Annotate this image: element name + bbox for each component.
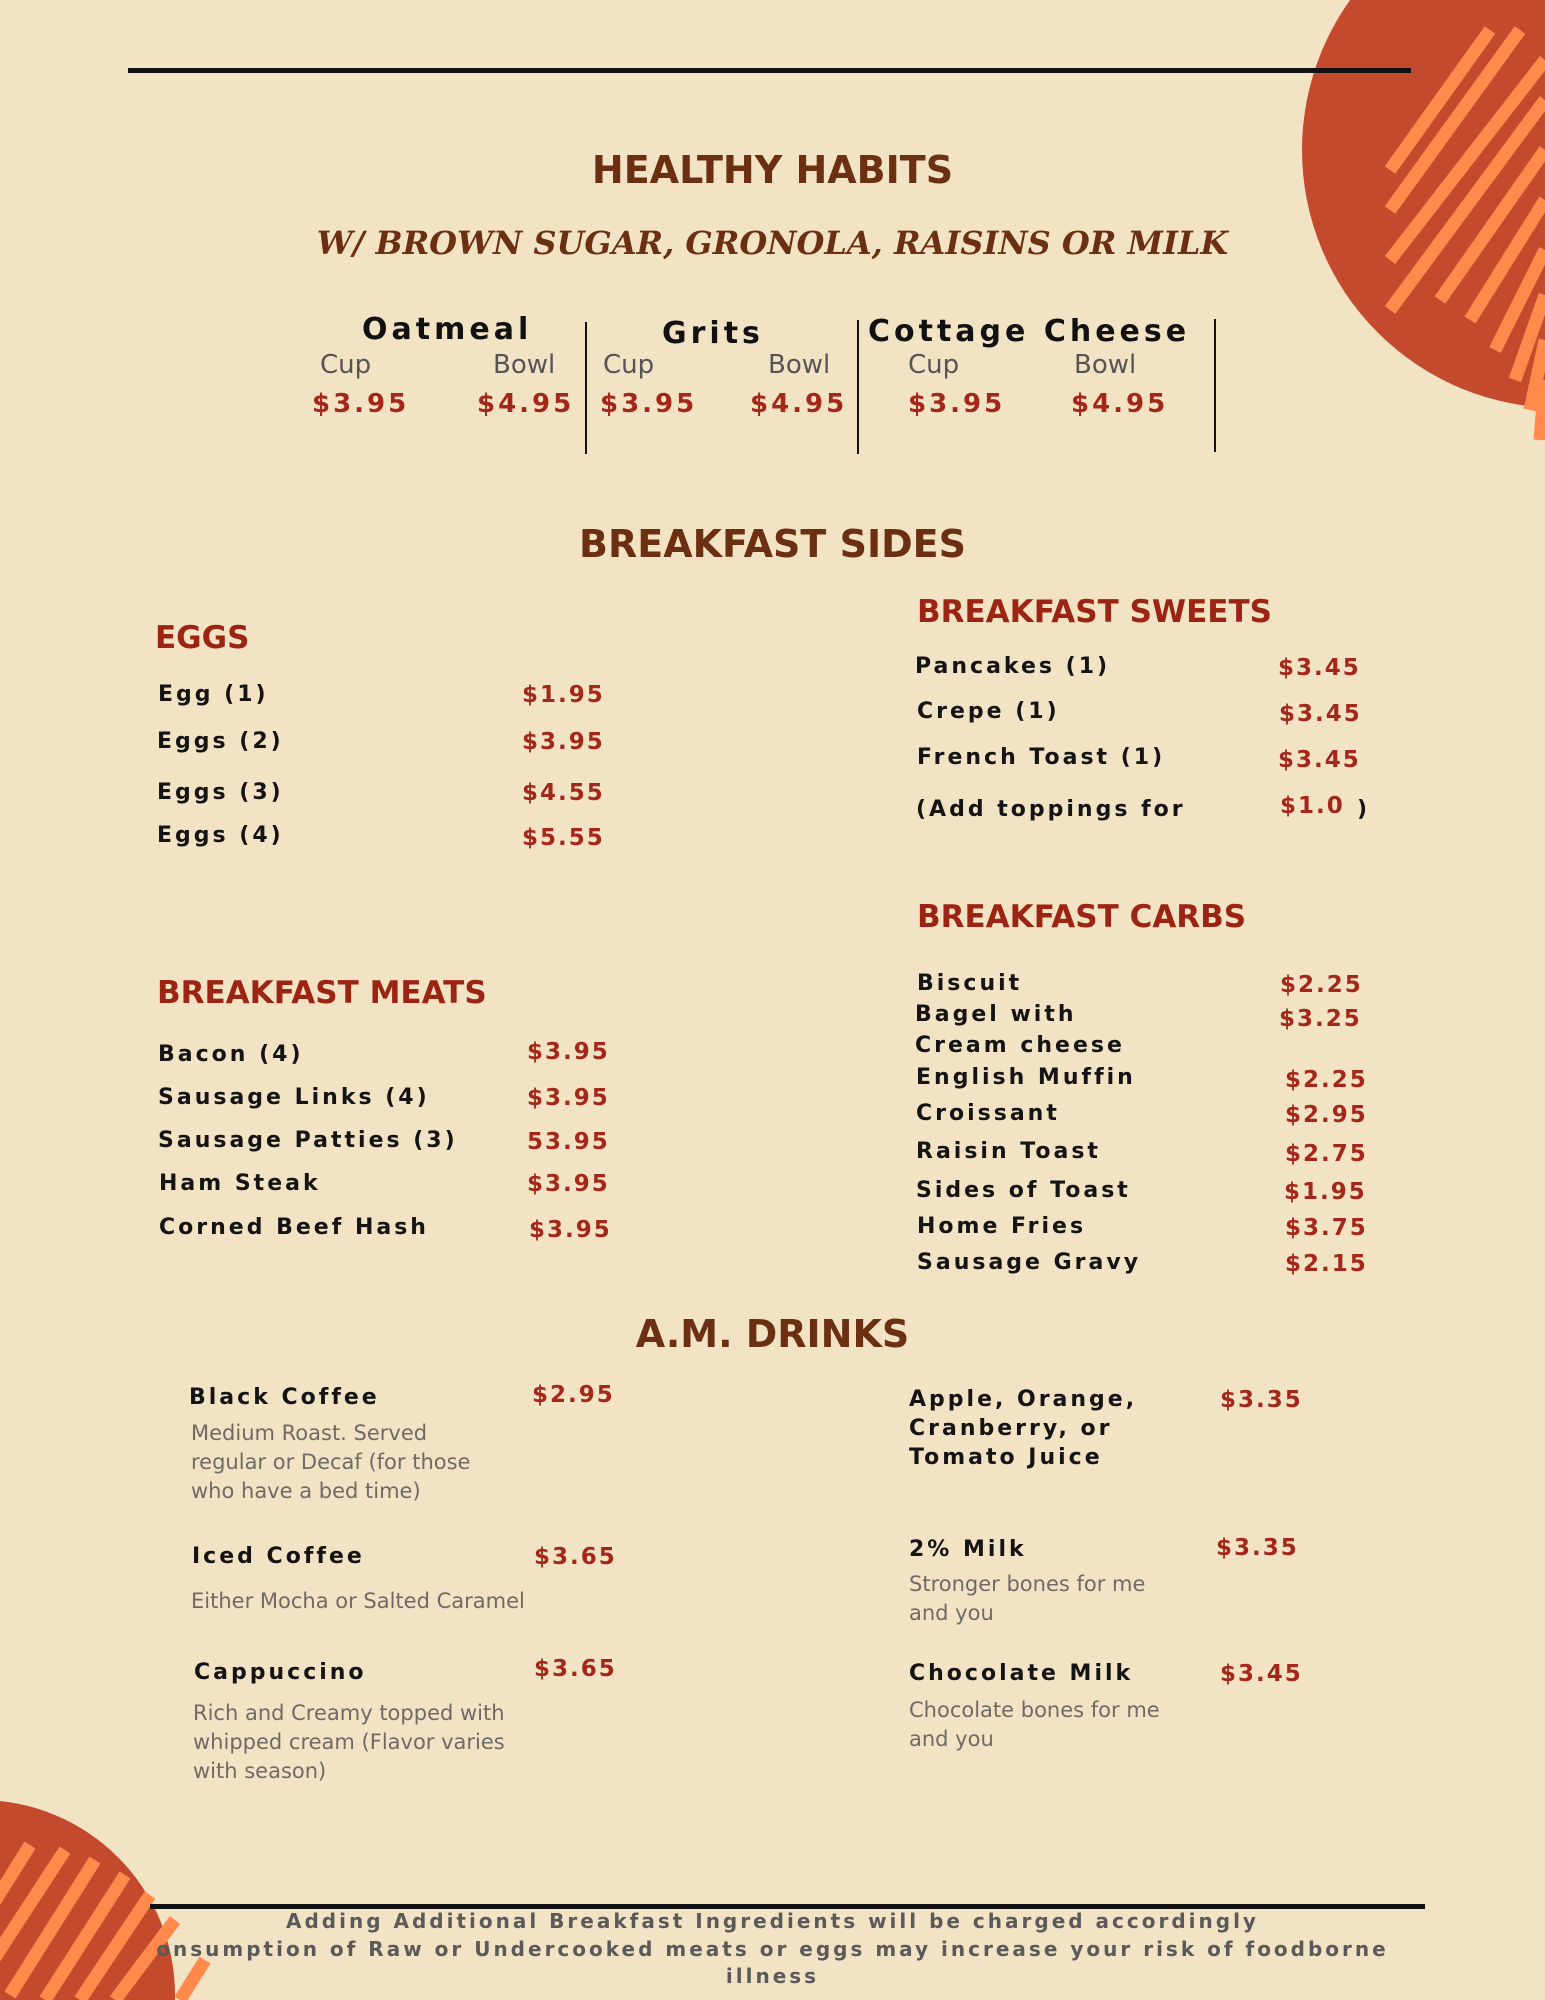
drink-name: Iced Coffee <box>192 1544 365 1569</box>
healthy-habits-subtitle: W/ BROWN SUGAR, GRONOLA, RAISINS OR MILK <box>316 224 1229 262</box>
drink-price: $3.35 <box>1216 1535 1299 1561</box>
drink-description: Stronger bones for me and you <box>909 1572 1146 1625</box>
menu-item-name: Biscuit <box>917 971 1023 996</box>
cottage-cheese-bowl-price: $4.95 <box>1071 389 1169 419</box>
cottage-cheese-cup-price: $3.95 <box>908 389 1006 419</box>
menu-item-name: French Toast (1) <box>917 745 1166 770</box>
menu-item-price: $3.95 <box>522 729 605 755</box>
drink-description: Chocolate bones for me and you <box>909 1698 1160 1751</box>
menu-item-name: Sausage Gravy <box>917 1250 1142 1275</box>
drink-name: 2% Milk <box>909 1537 1027 1562</box>
grits-cup-price: $3.95 <box>600 389 698 419</box>
menu-item-name: Sausage Links (4) <box>158 1085 430 1110</box>
menu-item-name: Crepe (1) <box>917 699 1060 724</box>
grits-cup-label: Cup <box>603 350 655 380</box>
oatmeal-heading: Oatmeal <box>362 312 533 347</box>
grits-bowl-price: $4.95 <box>750 389 848 419</box>
menu-item-price: $1.95 <box>522 682 605 708</box>
menu-item-price: $1.0 <box>1280 793 1345 819</box>
column-divider <box>857 320 859 454</box>
menu-item-name: Eggs (4) <box>157 823 284 848</box>
breakfast-sides-title: BREAKFAST SIDES <box>579 522 966 566</box>
menu-item-name: Croissant <box>916 1101 1060 1126</box>
menu-item-name: Ham Steak <box>159 1171 321 1196</box>
drink-description: Medium Roast. Served regular or Decaf (for those who have a bed time) <box>191 1421 471 1503</box>
healthy-habits-title: HEALTHY HABITS <box>591 148 954 192</box>
menu-item-price: $3.75 <box>1285 1215 1368 1241</box>
menu-item-price: $2.25 <box>1285 1067 1368 1093</box>
menu-item-price: $3.95 <box>529 1217 612 1243</box>
footer-notice-line-2: onsumption of Raw or Undercooked meats or eggs may increase your risk of foodborne <box>156 1937 1389 1961</box>
menu-item-price: $4.55 <box>522 780 605 806</box>
menu-item-name: Eggs (3) <box>157 780 284 805</box>
menu-item-name: Raisin Toast <box>916 1139 1101 1164</box>
oatmeal-bowl-label: Bowl <box>493 350 556 380</box>
menu-item-name: Sausage Patties (3) <box>158 1128 458 1153</box>
menu-item-name: Corned Beef Hash <box>159 1215 429 1240</box>
oatmeal-cup-label: Cup <box>320 350 372 380</box>
cottage-cheese-heading: Cottage Cheese <box>868 314 1191 349</box>
grits-heading: Grits <box>662 316 764 351</box>
sweets-heading: BREAKFAST SWEETS <box>917 594 1272 630</box>
menu-item-name: Bagel with <box>915 1002 1077 1027</box>
cottage-cheese-bowl-label: Bowl <box>1074 350 1137 380</box>
drink-price: $3.35 <box>1220 1387 1303 1413</box>
drink-price: $3.45 <box>1220 1661 1303 1687</box>
menu-item-price: $3.45 <box>1278 747 1361 773</box>
eggs-heading: EGGS <box>155 620 250 656</box>
menu-item-price: $2.75 <box>1285 1141 1368 1167</box>
drinks-title: A.M. DRINKS <box>635 1312 910 1356</box>
menu-item-name: (Add toppings for <box>916 797 1186 822</box>
menu-item-price: $2.25 <box>1280 972 1363 998</box>
top-divider <box>128 68 1411 73</box>
oatmeal-bowl-price: $4.95 <box>477 389 575 419</box>
meats-heading: BREAKFAST MEATS <box>157 975 487 1011</box>
menu-item-name: Eggs (2) <box>157 729 284 754</box>
drink-price: $3.65 <box>534 1544 617 1570</box>
oatmeal-cup-price: $3.95 <box>312 389 410 419</box>
menu-item-price: $3.25 <box>1279 1006 1362 1032</box>
column-divider <box>585 322 587 454</box>
menu-item-suffix: ) <box>1357 797 1371 822</box>
drink-name: Cappuccino <box>194 1660 367 1685</box>
menu-item-price: $3.95 <box>527 1171 610 1197</box>
footer-notice-line-3: illness <box>725 1964 820 1988</box>
drink-name: Black Coffee <box>189 1385 380 1410</box>
drink-name: Apple, Orange, Cranberry, or Tomato Juice <box>909 1387 1138 1470</box>
menu-item-name: Sides of Toast <box>916 1178 1131 1203</box>
menu-item-name: Bacon (4) <box>158 1042 304 1067</box>
footer-notice-line-1: Adding Additional Breakfast Ingredients will be charged accordingly <box>286 1909 1259 1933</box>
menu-item-name: English Muffin <box>916 1065 1136 1090</box>
menu-item-name: Pancakes (1) <box>915 654 1111 679</box>
menu-item-price: $1.95 <box>1284 1179 1367 1205</box>
menu-item-price: $5.55 <box>522 825 605 851</box>
grits-bowl-label: Bowl <box>768 350 831 380</box>
column-divider <box>1214 319 1216 452</box>
menu-item-name-line2: Cream cheese <box>915 1033 1125 1058</box>
carbs-heading: BREAKFAST CARBS <box>917 899 1247 935</box>
drink-description: Either Mocha or Salted Caramel <box>191 1589 525 1613</box>
menu-item-price: $2.15 <box>1285 1251 1368 1277</box>
menu-item-name: Egg (1) <box>158 682 269 707</box>
menu-item-price: $2.95 <box>1285 1102 1368 1128</box>
menu-item-price: $3.45 <box>1278 655 1361 681</box>
drink-price: $3.65 <box>534 1656 617 1682</box>
menu-item-price: 53.95 <box>527 1129 610 1155</box>
menu-item-price: $3.95 <box>527 1085 610 1111</box>
menu-item-name: Home Fries <box>917 1214 1087 1239</box>
cottage-cheese-cup-label: Cup <box>908 350 960 380</box>
drink-name: Chocolate Milk <box>909 1661 1134 1686</box>
drink-description: Rich and Creamy topped with whipped cream (Flavor varies with season) <box>193 1701 505 1783</box>
menu-item-price: $3.95 <box>527 1039 610 1065</box>
drink-price: $2.95 <box>532 1382 615 1408</box>
menu-item-price: $3.45 <box>1279 701 1362 727</box>
